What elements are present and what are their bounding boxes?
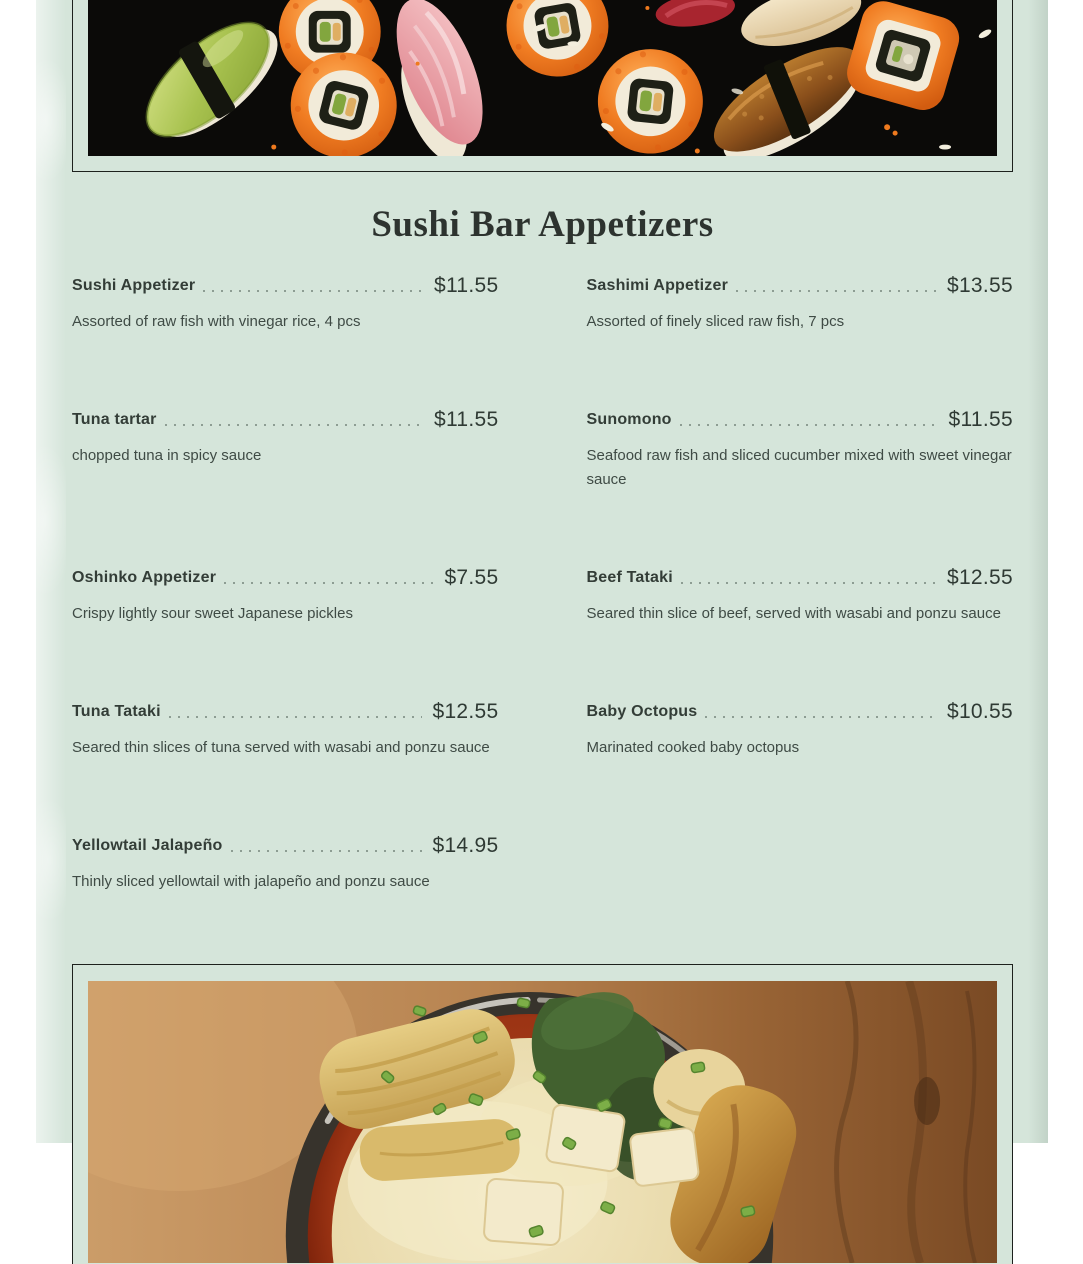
dotted-leader [224, 582, 434, 584]
fried-tofu-fold [358, 1117, 521, 1182]
menu-item-price: $14.95 [432, 834, 499, 858]
menu-item-name: Sunomono [586, 411, 672, 429]
menu-item-row [72, 567, 499, 588]
menu-item [587, 567, 1014, 626]
menu-item-row [587, 701, 1014, 722]
dotted-leader [169, 716, 423, 718]
section-title: Sushi Bar Appetizers [371, 204, 714, 245]
menu-item [72, 835, 499, 894]
menu-item-description: Seafood raw fish and sliced cucumber mixed with sweet vinegar sauce [586, 447, 1012, 489]
menu-item-description: Seared thin slice of beef, served with wasabi and ponzu sauce [586, 605, 1001, 623]
menu-item-name: Tuna Tataki [72, 703, 161, 721]
dotted-leader [705, 716, 937, 718]
menu-item-price: $12.55 [432, 700, 499, 724]
dotted-leader [203, 290, 424, 292]
menu-item-name: Sashimi Appetizer [586, 277, 729, 295]
wood-knot [914, 1077, 940, 1125]
menu-item-price: $10.55 [946, 700, 1013, 724]
menu-item-name: Baby Octopus [586, 703, 698, 721]
menu-item-description: Seared thin slices of tuna served with wasabi and ponzu sauce [72, 739, 490, 757]
menu-item-description: Crispy lightly sour sweet Japanese pickles [72, 605, 353, 623]
dotted-leader [165, 424, 424, 426]
menu-item-description: Assorted of finely sliced raw fish, 7 pcs [586, 313, 845, 331]
menu-paper [36, 0, 1048, 1143]
menu-item-price: $11.55 [948, 408, 1013, 432]
menu-item-description: chopped tuna in spicy sauce [72, 447, 262, 465]
sushi-platter-illustration [88, 0, 997, 156]
footer-image-frame [72, 964, 1013, 1264]
menu-item-price: $11.55 [434, 408, 499, 432]
menu-item-row [72, 275, 499, 296]
menu-item [587, 409, 1014, 492]
menu-item [587, 701, 1014, 760]
paper-edge-shadow [1028, 0, 1048, 1143]
menu-item-description: Marinated cooked baby octopus [586, 739, 800, 757]
menu-item-price: $11.55 [434, 274, 499, 298]
menu-item-price: $12.55 [946, 566, 1013, 590]
menu-item-name: Tuna tartar [72, 411, 157, 429]
sushi-platter-photo [88, 0, 997, 156]
menu-item-row [72, 409, 499, 430]
hero-image-frame [72, 0, 1013, 172]
menu-item [72, 701, 499, 760]
menu-item-price: $13.55 [946, 274, 1013, 298]
dotted-leader [681, 582, 937, 584]
menu-item-name: Beef Tataki [586, 569, 673, 587]
menu-item-description: Thinly sliced yellowtail with jalapeño and ponzu sauce [72, 873, 430, 891]
menu-item-description: Assorted of raw fish with vinegar rice, 4 pcs [72, 313, 361, 331]
menu-section [72, 202, 1013, 969]
menu-item-row [587, 275, 1014, 296]
paper-edge-highlight [36, 0, 66, 1143]
dotted-leader [736, 290, 937, 292]
menu-item [72, 275, 499, 334]
menu-item-name: Sushi Appetizer [72, 277, 196, 295]
menu-item [72, 409, 499, 492]
menu-item [587, 275, 1014, 334]
menu-item-name: Yellowtail Jalapeño [72, 837, 223, 855]
menu-item [72, 567, 499, 626]
dotted-leader [680, 424, 939, 426]
miso-soup-illustration [88, 981, 997, 1263]
menu-grid [72, 275, 1013, 969]
menu-item-row [587, 409, 1014, 430]
menu-item-price: $7.55 [444, 566, 499, 590]
menu-item-row [72, 701, 499, 722]
menu-item-row [587, 567, 1014, 588]
menu-item-name: Oshinko Appetizer [72, 569, 217, 587]
menu-item-row [72, 835, 499, 856]
dotted-leader [231, 850, 423, 852]
miso-soup-photo [88, 981, 997, 1263]
